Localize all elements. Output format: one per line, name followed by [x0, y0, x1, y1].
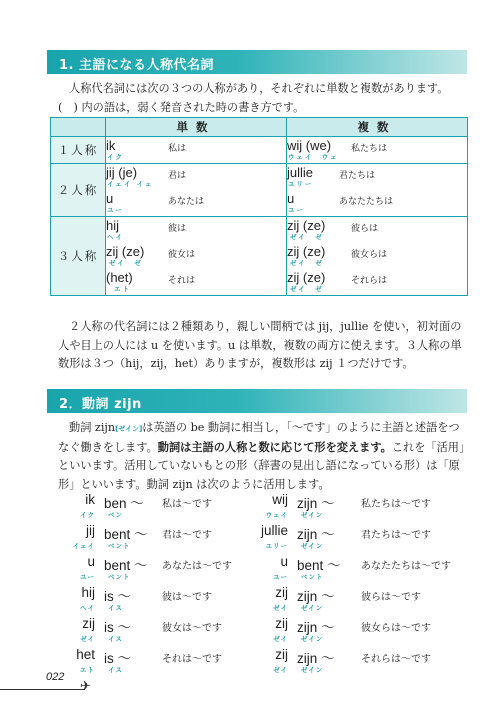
verb: is ～	[104, 651, 131, 666]
airplane-icon: ✈	[80, 679, 91, 694]
entry-meaning: それらは	[351, 276, 388, 286]
verb: bent ～	[104, 527, 148, 542]
pronoun: zij	[275, 585, 288, 600]
footer-rule	[0, 689, 85, 690]
header-singular: 単数	[106, 118, 287, 137]
verb-kana: イス	[108, 666, 123, 674]
pronoun-kana: ユー	[80, 573, 95, 581]
entry-word: wij (we)	[287, 138, 332, 153]
entry-word: zij (ze)	[287, 270, 326, 285]
conjugation-row	[62, 554, 272, 582]
entry-kana: ユー	[288, 206, 305, 214]
cell-3-singular	[106, 217, 287, 296]
pronoun-kana: ユー	[273, 573, 288, 581]
meaning: 彼女らは～です	[361, 623, 431, 634]
verb: zijn ～	[297, 620, 335, 635]
entry-kana: ゼイ ゼ	[109, 259, 143, 267]
verb-kana: ゼイン	[301, 604, 324, 612]
p1-kana: [ゼイン]	[115, 425, 143, 433]
pronoun-table	[50, 117, 468, 296]
person-2: ２人称	[51, 164, 106, 217]
pronoun: u	[87, 554, 95, 569]
meaning: 彼女は～です	[162, 623, 222, 634]
verb-kana: ゼイン	[301, 542, 324, 550]
verb-kana: ベント	[301, 573, 324, 581]
entry-word: zij (ze)	[287, 244, 326, 259]
entry-word: ik	[106, 138, 116, 153]
table-entry	[287, 243, 467, 269]
section-2-paragraph	[58, 419, 468, 494]
verb-kana: ゼイン	[301, 511, 324, 519]
entry-word: jij (je)	[106, 165, 138, 180]
entry-meaning: 私たちは	[351, 144, 388, 154]
pronoun: hij	[81, 585, 95, 600]
pronoun-kana: ゼイ	[273, 635, 288, 643]
section-1-intro	[58, 80, 468, 117]
entry-meaning: 彼は	[168, 224, 187, 234]
conjugation-row	[62, 616, 272, 644]
section-2-header	[47, 389, 467, 413]
pronoun-kana: ユリー	[265, 542, 288, 550]
meaning: あなたは～です	[162, 561, 232, 572]
entry-kana: ヘイ	[107, 233, 124, 241]
verb-kana: イス	[108, 604, 123, 612]
entry-kana: ゼイ ゼ	[290, 285, 324, 293]
entry-kana: ユー	[107, 206, 124, 214]
verb: zijn ～	[297, 496, 335, 511]
pronoun: het	[76, 647, 95, 662]
pronoun-kana: イク	[80, 511, 95, 519]
after-table-paragraph	[58, 318, 468, 374]
meaning: あなたたちは～です	[361, 561, 451, 572]
entry-word: hij	[106, 218, 120, 233]
after-table-text: ２人称の代名詞には２種類あり，親しい間柄では jij，jullie を使い，初対面の人や目上の人には u を使います。u は単数，複数の両方に使えます。３人称の単数形は３つ（hij，zij，het）ありますが，複数形は zij １つだけです。	[58, 320, 462, 370]
page-number: 022	[46, 671, 65, 683]
cell-1-plural	[287, 137, 468, 164]
verb: is ～	[104, 620, 131, 635]
verb-kana: ベント	[108, 573, 131, 581]
pronoun: zij	[275, 616, 288, 631]
entry-meaning: それは	[168, 276, 196, 286]
conjugation-row	[62, 523, 272, 551]
cell-2-plural	[287, 164, 468, 217]
entry-meaning: 彼女は	[168, 250, 196, 260]
cell-2-singular	[106, 164, 287, 217]
pronoun: jullie	[260, 523, 288, 538]
entry-kana: ゼイ ゼ	[290, 233, 324, 241]
table-entry	[106, 137, 286, 163]
table-entry	[287, 217, 467, 243]
pronoun-kana: ゼイ	[80, 635, 95, 643]
table-entry	[287, 190, 467, 216]
p1-bold: 動詞は主語の人称と数に応じて形を変えます。	[157, 440, 392, 454]
verb: bent ～	[297, 558, 341, 573]
pronoun-kana: イェイ	[72, 542, 95, 550]
verb-kana: ベン	[108, 511, 123, 519]
pronoun: zij	[82, 616, 95, 631]
meaning: それは～です	[162, 654, 222, 665]
entry-meaning: 彼女らは	[351, 250, 388, 260]
meaning: 彼は～です	[162, 592, 212, 603]
table-entry	[106, 190, 286, 216]
meaning: 私たちは～です	[361, 499, 431, 510]
intro-line-2: ( ) 内の語は，弱く発音された時の書き方です。	[58, 100, 305, 114]
entry-word: zij (ze)	[106, 244, 145, 259]
pronoun: u	[280, 554, 288, 569]
entry-word: u	[106, 191, 114, 206]
conjugation-row	[255, 585, 465, 613]
entry-word: (het)	[106, 270, 133, 285]
meaning: 私は～です	[162, 499, 212, 510]
pronoun-kana: エト	[80, 666, 95, 674]
cell-1-singular	[106, 137, 287, 164]
verb: bent ～	[104, 558, 148, 573]
table-entry	[106, 243, 286, 269]
table-entry	[287, 137, 467, 163]
entry-meaning: 彼らは	[351, 224, 379, 234]
verb-kana: イス	[108, 635, 123, 643]
entry-kana: ゼイ ゼ	[290, 259, 324, 267]
section-1-header	[47, 50, 467, 74]
pronoun-kana: ゼイ	[273, 604, 288, 612]
pronoun: ik	[85, 492, 95, 507]
meaning: 君は～です	[162, 530, 212, 541]
p1-mid: は英語の be 動詞に相当し，「～です」のように主語と述語をつなぐ働きをします。	[58, 421, 460, 454]
conjugation-row	[255, 554, 465, 582]
conjugation-row	[62, 585, 272, 613]
pronoun: zij	[275, 647, 288, 662]
entry-kana: ウェイ ウェ	[288, 153, 339, 161]
pronoun: jij	[86, 523, 95, 538]
meaning: 君たちは～です	[361, 530, 431, 541]
section-2-title: 2．動詞 zijn	[59, 397, 142, 412]
verb: zijn ～	[297, 651, 335, 666]
person-1: １人称	[51, 137, 106, 164]
verb: is ～	[104, 589, 131, 604]
p1-post: これを「活用」といいます。活用していないもとの形（辞書の見出し語になっている形）は「原形」といいます。動詞 zijn は次のように活用します。	[58, 440, 465, 491]
verb: zijn ～	[297, 589, 335, 604]
entry-word: zij (ze)	[287, 218, 326, 233]
table-entry	[106, 269, 286, 295]
conjugation-row	[255, 523, 465, 551]
table-entry	[106, 164, 286, 190]
entry-meaning: あなたたちは	[339, 197, 394, 207]
cell-3-plural	[287, 217, 468, 296]
p1-pre: 動詞 zijn	[69, 421, 116, 434]
entry-word: u	[287, 191, 295, 206]
entry-kana: イク	[107, 153, 124, 161]
conjugation-row	[255, 616, 465, 644]
pronoun-kana: ウェイ	[265, 511, 288, 519]
table-entry	[287, 269, 467, 295]
table-entry	[106, 217, 286, 243]
entry-kana: イェイ イェ	[107, 180, 154, 188]
entry-word: jullie	[287, 165, 314, 180]
pronoun: wij	[272, 492, 288, 507]
conjugation-row	[255, 647, 465, 675]
verb: zijn ～	[297, 527, 335, 542]
verb-kana: ゼイン	[301, 666, 324, 674]
verb-kana: ゼイン	[301, 635, 324, 643]
entry-kana: ユリー	[288, 180, 314, 188]
pronoun-kana: ゼイ	[273, 666, 288, 674]
verb: ben ～	[104, 496, 144, 511]
meaning: それらは～です	[361, 654, 431, 665]
entry-kana: エト	[114, 285, 131, 293]
meaning: 彼らは～です	[361, 592, 421, 603]
header-plural: 複数	[287, 118, 468, 137]
conjugation-row	[255, 492, 465, 520]
pronoun-kana: ヘイ	[80, 604, 95, 612]
conjugation-row	[62, 647, 272, 675]
conjugation-row	[62, 492, 272, 520]
entry-meaning: 君は	[168, 171, 187, 181]
entry-meaning: 私は	[168, 144, 187, 154]
table-entry	[287, 164, 467, 190]
entry-meaning: あなたは	[168, 197, 205, 207]
intro-line-1: 人称代名詞には次の３つの人称があり，それぞれに単数と複数があります。	[69, 82, 449, 95]
verb-kana: ベント	[108, 542, 131, 550]
entry-meaning: 君たちは	[339, 171, 376, 181]
person-3: ３人称	[51, 217, 106, 296]
section-1-title: 1. 主語になる人称代名詞	[59, 58, 215, 73]
